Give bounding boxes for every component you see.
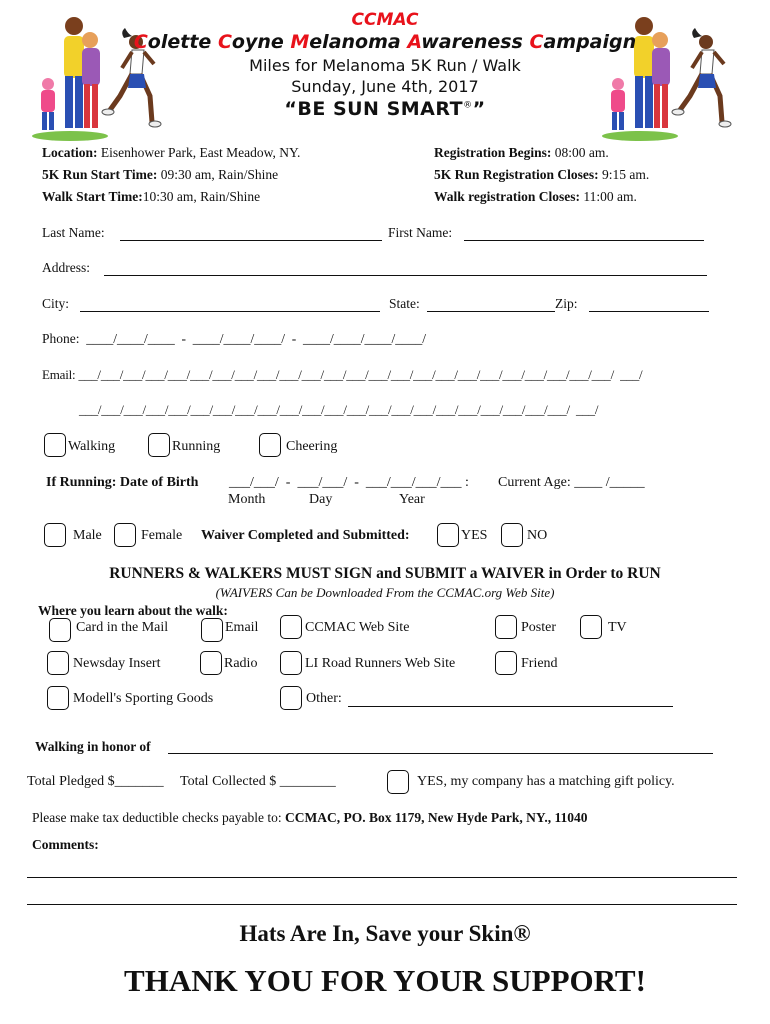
female-checkbox[interactable] xyxy=(114,523,136,547)
zip-field[interactable] xyxy=(589,311,709,312)
email-field-line-1[interactable]: Email: ___/___/___/___/___/___/___/___/___/___/___/___/___/___/___/___/___/___/___/___/___/___/___/___/ ___/ xyxy=(42,367,643,382)
ccmac-web-checkbox[interactable] xyxy=(280,615,302,639)
last-name-label: Last Name: xyxy=(42,225,105,240)
current-age-field[interactable]: Current Age: ____ /_____ xyxy=(498,475,645,490)
email-label: Email xyxy=(225,620,259,635)
tv-checkbox[interactable] xyxy=(580,615,602,639)
campaign-title: Colette Coyne Melanoma Awareness Campaign xyxy=(133,31,637,53)
comments-line-1[interactable] xyxy=(27,877,737,878)
cheering-label: Cheering xyxy=(286,439,338,454)
waiver-no-label: NO xyxy=(527,528,548,543)
matching-gift-label: YES, my company has a matching gift policy. xyxy=(417,774,675,789)
waiver-yes-checkbox[interactable] xyxy=(437,523,459,547)
checks-payable-line: Please make tax deductible checks payable to: CCMAC, PO. Box 1179, New Hyde Park, NY., 11040 xyxy=(32,810,588,825)
newsday-checkbox[interactable] xyxy=(47,651,69,675)
location-line: Location: Eisenhower Park, East Meadow, NY. xyxy=(42,145,301,160)
walking-label: Walking xyxy=(68,439,116,454)
male-label: Male xyxy=(73,528,102,543)
email-checkbox[interactable] xyxy=(201,618,223,642)
phone-field[interactable]: Phone: ____/____/____ - ____/____/____/ - ____/____/____/____/ xyxy=(42,331,426,346)
cheering-checkbox[interactable] xyxy=(259,433,281,457)
running-checkbox[interactable] xyxy=(148,433,170,457)
campaign-initial: C xyxy=(529,31,544,53)
month-caption: Month xyxy=(228,492,266,507)
run-start-line: 5K Run Start Time: 09:30 am, Rain/Shine xyxy=(42,167,279,182)
year-caption: Year xyxy=(399,492,425,507)
card-in-mail-label: Card in the Mail xyxy=(76,620,169,635)
total-collected-field[interactable]: Total Collected $ ________ xyxy=(180,774,336,789)
friend-checkbox[interactable] xyxy=(495,651,517,675)
matching-gift-checkbox[interactable] xyxy=(387,770,409,794)
waiver-notice: RUNNERS & WALKERS MUST SIGN and SUBMIT a WAIVER in Order to RUN xyxy=(109,565,661,582)
dob-field[interactable]: ___/___/ - ___/___/ - ___/___/___/___ : xyxy=(229,475,469,490)
event-subtitle: Miles for Melanoma 5K Run / Walk xyxy=(249,56,521,75)
day-caption: Day xyxy=(309,492,333,507)
hats-slogan: Hats Are In, Save your Skin® xyxy=(239,921,531,946)
male-checkbox[interactable] xyxy=(44,523,66,547)
campaign-initial: C xyxy=(217,31,232,53)
walk-registration-closes-line: Walk registration Closes: 11:00 am. xyxy=(434,189,637,204)
walking-in-honor-label: Walking in honor of xyxy=(35,739,151,754)
email-field-line-2[interactable]: ___/___/___/___/___/___/___/___/___/___/___/___/___/___/___/___/___/___/___/___/___/___/ ___/ xyxy=(79,402,599,417)
registration-begins-line: Registration Begins: 08:00 am. xyxy=(434,145,609,160)
slogan: “BE SUN SMART®” xyxy=(284,98,486,120)
poster-label: Poster xyxy=(521,620,556,635)
card-in-mail-checkbox[interactable] xyxy=(49,618,71,642)
running-label: Running xyxy=(172,439,221,454)
friend-label: Friend xyxy=(521,656,558,671)
address-field[interactable] xyxy=(104,275,707,276)
tv-label: TV xyxy=(608,620,627,635)
waiver-yes-label: YES xyxy=(461,528,488,543)
thank-you-heading: THANK YOU FOR YOUR SUPPORT! xyxy=(124,963,646,998)
sources-heading: Where you learn about the walk: xyxy=(38,603,228,618)
city-field[interactable] xyxy=(80,311,380,312)
zip-label: Zip: xyxy=(555,296,578,311)
female-label: Female xyxy=(141,528,183,543)
last-name-field[interactable] xyxy=(120,240,382,241)
radio-checkbox[interactable] xyxy=(200,651,222,675)
radio-label: Radio xyxy=(224,656,258,671)
dob-label: If Running: Date of Birth xyxy=(46,475,199,490)
ccmac-web-label: CCMAC Web Site xyxy=(305,620,410,635)
first-name-field[interactable] xyxy=(464,240,704,241)
state-label: State: xyxy=(389,296,420,311)
comments-line-2[interactable] xyxy=(27,904,737,905)
waiver-completed-label: Waiver Completed and Submitted: xyxy=(201,528,410,543)
walking-in-honor-field[interactable] xyxy=(168,753,713,754)
other-field[interactable] xyxy=(348,706,673,707)
ccmac-title: CCMAC xyxy=(351,10,419,30)
comments-label: Comments: xyxy=(32,837,99,852)
event-date: Sunday, June 4th, 2017 xyxy=(291,77,479,96)
campaign-initial: A xyxy=(407,31,422,53)
waiver-download-note: (WAIVERS Can be Downloaded From the CCMAC.org Web Site) xyxy=(215,585,555,600)
modells-label: Modell's Sporting Goods xyxy=(73,691,214,706)
newsday-label: Newsday Insert xyxy=(73,656,161,671)
campaign-initial: M xyxy=(290,31,310,53)
total-pledged-field[interactable]: Total Pledged $_______ xyxy=(27,774,164,789)
walk-start-line: Walk Start Time:10:30 am, Rain/Shine xyxy=(42,189,261,204)
state-field[interactable] xyxy=(427,311,555,312)
other-label: Other: xyxy=(306,691,342,706)
address-label: Address: xyxy=(42,260,90,275)
first-name-label: First Name: xyxy=(388,225,453,240)
city-label: City: xyxy=(42,296,70,311)
li-road-runners-checkbox[interactable] xyxy=(280,651,302,675)
other-checkbox[interactable] xyxy=(280,686,302,710)
campaign-initial: C xyxy=(133,31,148,53)
li-road-runners-label: LI Road Runners Web Site xyxy=(305,656,456,671)
waiver-no-checkbox[interactable] xyxy=(501,523,523,547)
poster-checkbox[interactable] xyxy=(495,615,517,639)
modells-checkbox[interactable] xyxy=(47,686,69,710)
run-registration-closes-line: 5K Run Registration Closes: 9:15 am. xyxy=(434,167,650,182)
walking-checkbox[interactable] xyxy=(44,433,66,457)
